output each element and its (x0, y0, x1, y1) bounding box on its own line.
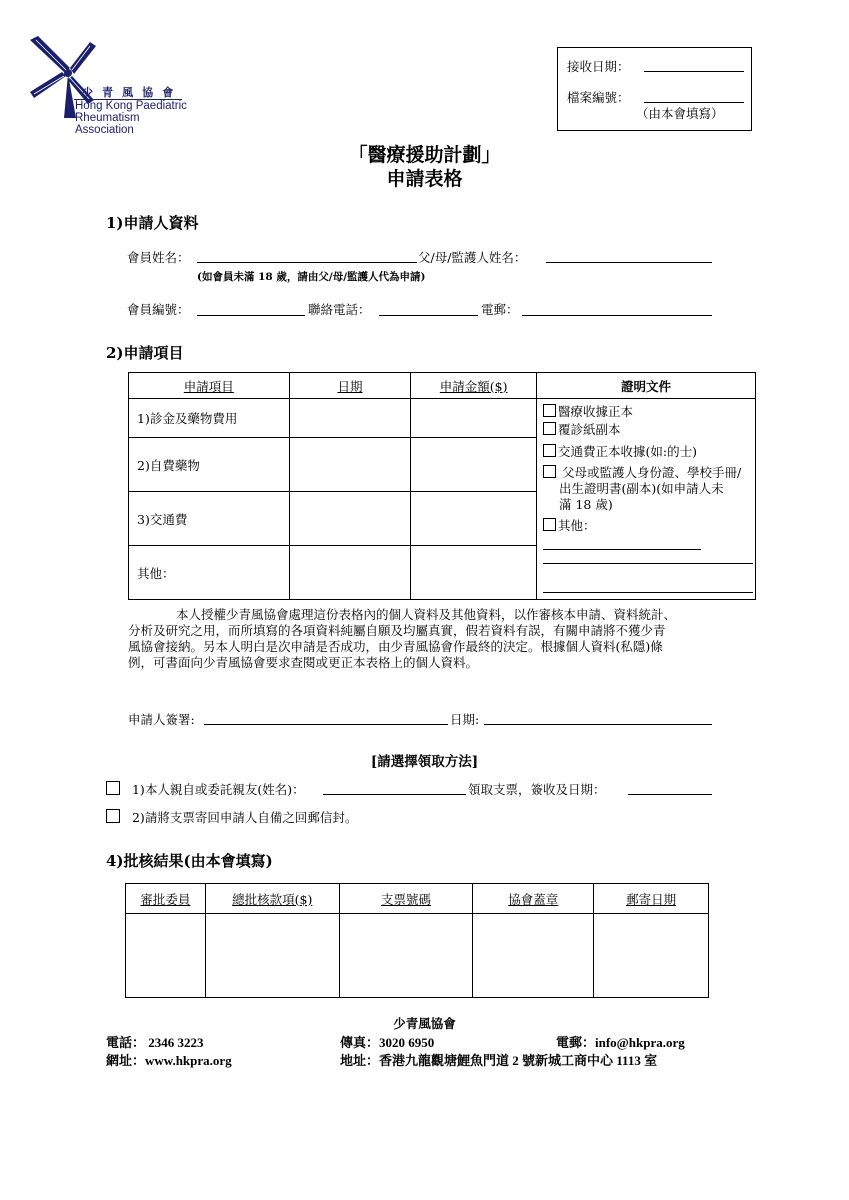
amount-cell[interactable] (411, 399, 537, 438)
doc-other-field[interactable] (543, 537, 701, 550)
section2-heading: 2)申請項目 (106, 344, 184, 362)
phone-label: 聯絡電話： (308, 302, 371, 317)
item-row-label (129, 546, 290, 600)
checkbox[interactable] (543, 465, 556, 478)
total-cell[interactable] (205, 914, 339, 998)
date-cell[interactable] (289, 492, 411, 546)
logo-english-name (75, 100, 188, 136)
col-header-text: 郵寄日期 (626, 891, 677, 907)
declaration-line1: 本人授權少青風協會處理這份表格內的個人資料及其他資料，以作審核本申請、資料統計、 (176, 607, 677, 622)
doc-option-receipt[interactable] (543, 403, 755, 421)
col-header-mail-date (594, 884, 709, 914)
col-header-date-text: 日期 (337, 378, 363, 394)
title-line2: 申請表格 (386, 169, 463, 190)
checkbox[interactable] (543, 422, 556, 435)
logo-chinese-name: 少 青 風 協 會 (82, 87, 177, 99)
footer-email[interactable]: 電郵：info@hkpra.org (556, 1035, 685, 1050)
col-header-text: 支票號碼 (380, 891, 431, 907)
minor-note: (如會員未滿 18 歲，請由父/母/監護人代為申請) (197, 271, 426, 283)
doc-option-text: 滿 18 歲) (558, 497, 613, 512)
checkbox[interactable] (543, 444, 556, 457)
phone-field[interactable] (379, 315, 478, 316)
checkbox[interactable] (106, 781, 120, 795)
col-header-amount-text: 申請金額($) (439, 378, 508, 394)
amount-cell[interactable] (411, 438, 537, 492)
amount-cell[interactable] (411, 492, 537, 546)
cheque-cell[interactable] (339, 914, 473, 998)
date-cell[interactable] (289, 438, 411, 492)
date-cell[interactable] (289, 546, 411, 600)
title-line1: 「醫療援助計劃」 (348, 145, 501, 166)
collection-option-1[interactable] (106, 780, 726, 798)
item-row-2-text: 2)自費藥物 (137, 457, 200, 473)
item-row-label (129, 438, 290, 492)
email-label: 電郵： (481, 302, 519, 317)
office-use-note: （由本會填寫） (636, 106, 724, 121)
sign-receipt-date-field[interactable] (628, 794, 712, 795)
member-name-field[interactable] (197, 262, 417, 263)
applicant-sign-field[interactable] (204, 724, 448, 725)
section1-heading: 1)申請人資料 (106, 214, 199, 232)
item-row-label (129, 492, 290, 546)
section4-heading: 4)批核結果(由本會填寫) (106, 852, 273, 870)
footer-address: 地址：香港九龍觀塘鯉魚門道 2 號新城工商中心 1113 室 (340, 1053, 658, 1068)
col-header-item-text: 申請項目 (183, 378, 234, 394)
item-row-label (129, 399, 290, 438)
items-table (128, 372, 756, 600)
declaration-text (128, 607, 768, 671)
checkbox[interactable] (543, 404, 556, 417)
logo-english-line2: Rheumatism Association (75, 112, 140, 136)
received-date-label: 接收日期： (567, 59, 630, 74)
member-no-field[interactable] (197, 315, 305, 316)
collection-option-2[interactable] (106, 808, 726, 826)
footer-phone: 電話： 2346 3223 (106, 1035, 204, 1050)
mail-date-cell[interactable] (594, 914, 709, 998)
col-header-documents-text: 證明文件 (620, 378, 671, 394)
office-use-box (557, 47, 752, 131)
file-no-field[interactable] (644, 102, 744, 103)
doc-option-followup[interactable] (543, 421, 755, 439)
checkbox[interactable] (106, 809, 120, 823)
col-header-cheque (339, 884, 473, 914)
approver-cell[interactable] (126, 914, 206, 998)
collection-option2-text: 2)請將支票寄回申請人自備之回郵信封。 (131, 810, 358, 825)
applicant-sign-label: 申請人簽署: (128, 712, 195, 727)
col-header-item (129, 373, 290, 399)
item-row-4-text: 其他： (137, 565, 175, 581)
doc-other-line3[interactable] (543, 592, 753, 593)
footer-fax: 傳真：3020 6950 (340, 1035, 435, 1050)
doc-other-label: 其他： (557, 518, 596, 533)
doc-option-id[interactable] (543, 465, 755, 513)
collection-heading: [請選擇領取方法] (370, 754, 479, 770)
guardian-name-label: 父/母/監護人姓名： (418, 250, 527, 265)
member-no-label: 會員編號： (127, 302, 190, 317)
received-date-field[interactable] (644, 71, 744, 72)
doc-option-transport[interactable] (543, 443, 755, 461)
col-header-amount (411, 373, 537, 399)
doc-option-text: 醫療收據正本 (557, 404, 633, 419)
logo-english-line1: Hong Kong Paediatric (75, 100, 187, 112)
collection-option1-suffix: 領取支票，簽收及日期： (468, 782, 606, 797)
col-header-total (205, 884, 339, 914)
declaration-line2: 分析及研究之用，而所填寫的各項資料純屬自願及均屬真實，假若資料有誤，有關申請將不獲少青 (128, 623, 666, 638)
documents-cell (536, 399, 755, 600)
col-header-text: 協會蓋章 (508, 891, 559, 907)
approval-table (125, 883, 709, 998)
email-field[interactable] (522, 315, 712, 316)
collection-option1-prefix: 1)本人親自或委託親友(姓名)： (131, 782, 305, 797)
col-header-stamp (473, 884, 594, 914)
sign-date-label: 日期: (450, 712, 480, 727)
col-header-documents (536, 373, 755, 399)
doc-option-other[interactable] (543, 517, 755, 553)
proxy-name-field[interactable] (323, 794, 466, 795)
doc-option-text: 覆診紙副本 (557, 422, 621, 437)
date-cell[interactable] (289, 399, 411, 438)
doc-option-text: 父母或監護人身份證、學校手冊/ (561, 465, 742, 480)
footer-website[interactable]: 網址：www.hkpra.org (106, 1053, 232, 1068)
item-row-3-text: 3)交通費 (137, 511, 188, 527)
col-header-approver (126, 884, 206, 914)
item-row-1-text: 1)診金及藥物費用 (137, 411, 238, 426)
col-header-date (289, 373, 411, 399)
guardian-name-field[interactable] (546, 262, 712, 263)
stamp-cell[interactable] (473, 914, 594, 998)
footer-org-name: 少青風協會 (393, 1016, 456, 1031)
form-title (0, 144, 849, 192)
file-no-label: 檔案編號： (567, 90, 630, 105)
member-name-label: 會員姓名： (127, 250, 190, 265)
checkbox[interactable] (543, 518, 556, 531)
declaration-line4: 例，可書面向少青風協會要求查閱或更正本表格上的個人資料。 (128, 655, 479, 670)
sign-date-field[interactable] (484, 724, 712, 725)
doc-option-text: 交通費正本收據(如:的士) (557, 444, 697, 459)
doc-other-line2[interactable] (543, 563, 753, 564)
declaration-line3: 風協會接納。另本人明白是次申請是否成功，由少青風協會作最終的決定。根據個人資料(私隱)條 (128, 639, 663, 654)
col-header-text: 審批委員 (140, 891, 191, 907)
org-logo (28, 36, 188, 136)
amount-cell[interactable] (411, 546, 537, 600)
doc-option-text: 出生證明書(副本)(如申請人未 (558, 481, 724, 496)
col-header-text: 總批核款項($) (232, 891, 313, 907)
